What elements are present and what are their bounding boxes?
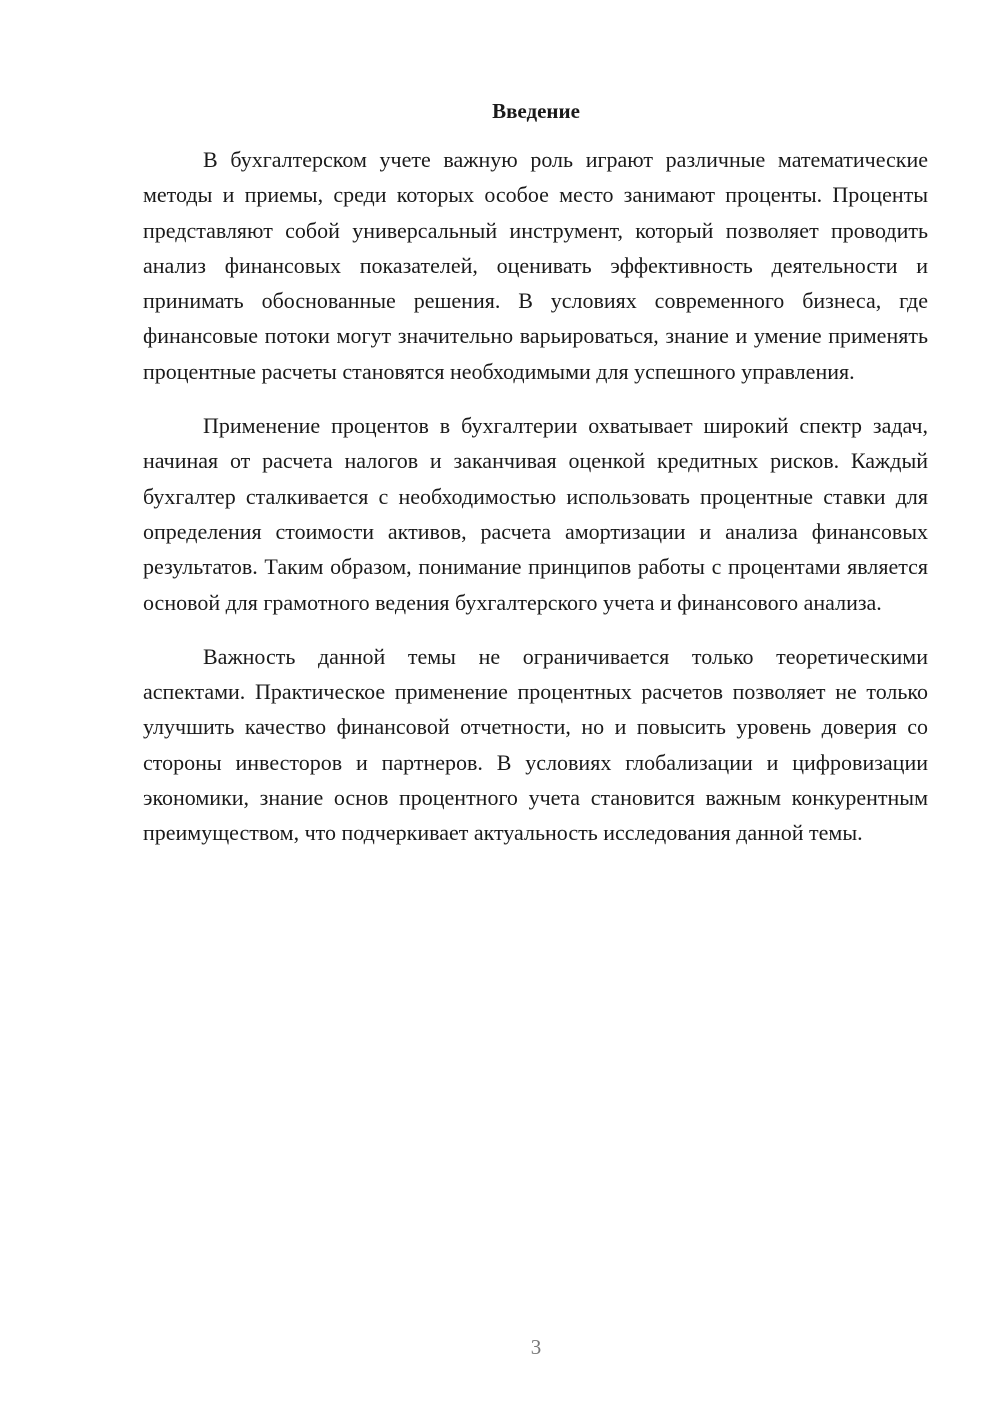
paragraph-1: В бухгалтерском учете важную роль играют различные математические методы и приемы, среди которых особое место занимают проценты. Проценты представляют собой универсальный инструмент, который позволяет проводить анализ финансовых показателей, оценивать эффективность деятельности и принимать обоснованные решения. В условиях современного бизнеса, где финансовые потоки могут значительно варьироваться, знание и умение применять процентные расчеты становятся необходимыми для успешного управления.	[143, 147, 928, 384]
paragraph-2: Применение процентов в бухгалтерии охватывает широкий спектр задач, начиная от расчета налогов и заканчивая оценкой кредитных рисков. Каждый бухгалтер сталкивается с необходимостью использовать процентные ставки для определения стоимости активов, расчета амортизации и анализа финансовых результатов. Таким образом, понимание принципов работы с процентами является основой для грамотного ведения бухгалтерского учета и финансового анализа.	[143, 413, 928, 615]
body-text	[143, 142, 928, 870]
section-heading: Введение	[492, 99, 580, 123]
page-number: 3	[530, 1335, 542, 1359]
paragraph-3: Важность данной темы не ограничивается только теоретическими аспектами. Практическое применение процентных расчетов позволяет не только улучшить качество финансовой отчетности, но и повысить уровень доверия со стороны инвесторов и партнеров. В условиях глобализации и цифровизации экономики, знание основ процентного учета становится важным конкурентным преимуществом, что подчеркивает актуальность исследования данной темы.	[143, 643, 928, 846]
